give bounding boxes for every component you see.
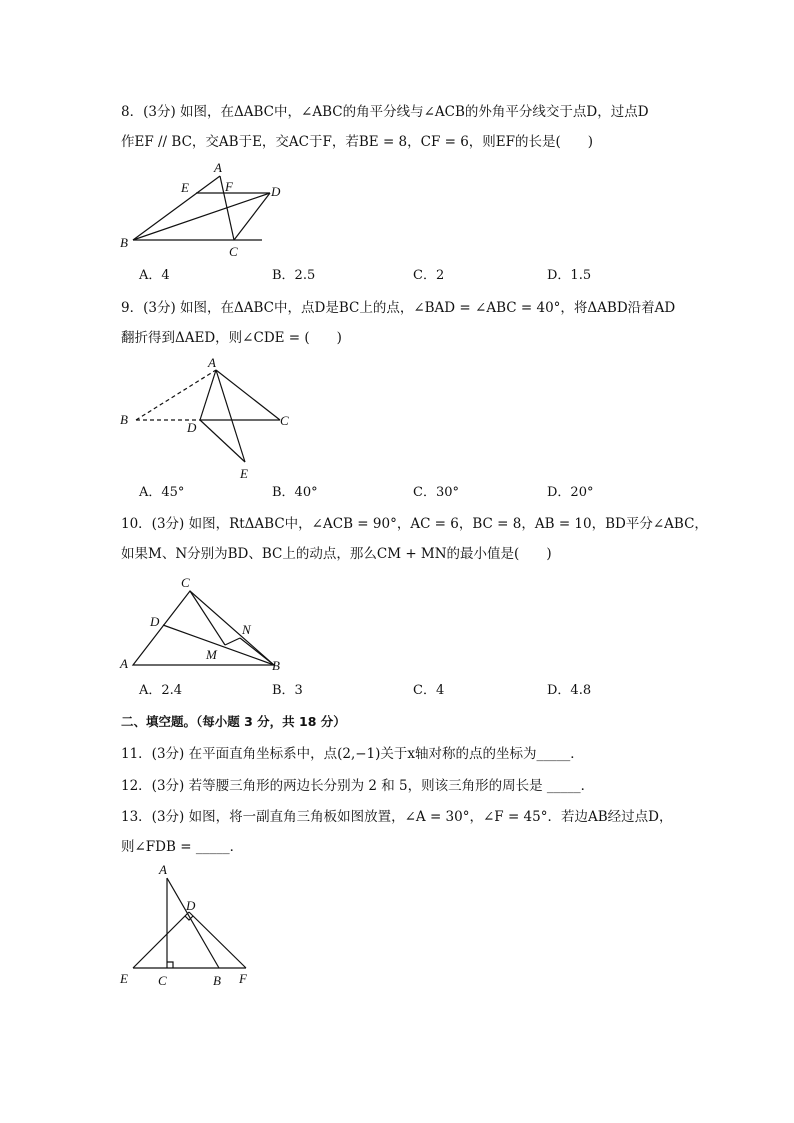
q8-option-d[interactable]: D．1.5 [547,268,592,283]
q8-line-1: 8．(3分) 如图，在ΔABC中，∠ABC的角平分线与∠ACB的外角平分线交于点D，过点D [121,104,649,120]
q10-option-b[interactable]: B．3 [272,683,303,698]
q13-label-a: A [159,862,167,877]
q13-label-c: C [158,973,167,988]
q13-label-e: E [120,971,128,986]
q13-label-d: D [186,898,196,913]
q9-option-d[interactable]: D．20° [547,485,594,500]
q8-line-2: 作EF // BC，交AB于E，交AC于F，若BE = 8，CF = 6，则EF的长是( ) [121,134,594,150]
q10-label-c: C [181,575,190,590]
q9-label-a: A [208,355,216,370]
q13-label-f: F [239,971,247,986]
q10-label-b: B [272,658,280,673]
q8-label-a: A [214,160,222,175]
q8-option-c[interactable]: C．2 [413,268,445,283]
q9-label-c: C [280,413,289,428]
q9-option-a[interactable]: A．45° [139,485,185,500]
q8-label-f: F [225,179,233,194]
q9-label-b: B [120,412,128,427]
q8-label-b: B [120,235,128,250]
section-heading: 二、填空题。（每小题 3 分，共 18 分） [121,714,346,729]
q10-label-a: A [120,656,128,671]
q12-line-1: 12．(3分) 若等腰三角形的两边长分别为 2 和 5，则该三角形的周长是 _____． [121,778,595,794]
q10-label-d: D [150,614,160,629]
q8-option-a[interactable]: A．4 [139,268,170,283]
q10-label-m: M [206,647,217,662]
q10-option-a[interactable]: A．2.4 [139,683,183,698]
q13-line-1: 13．(3分) 如图，将一副直角三角板如图放置，∠A = 30°，∠F = 45°．若边AB经过点D， [121,809,673,825]
q10-option-d[interactable]: D．4.8 [547,683,592,698]
q13-line-2: 则∠FDB = _____． [121,839,244,855]
q10-line-2: 如果M、N分别为BD、BC上的动点，那么CM + MN的最小值是( ) [121,546,552,562]
q8-label-c: C [229,244,238,259]
q9-option-b[interactable]: B．40° [272,485,318,500]
q8-label-e: E [181,180,189,195]
q10-label-n: N [242,622,251,637]
q9-line-1: 9．(3分) 如图，在ΔABC中，点D是BC上的点，∠BAD = ∠ABC = 40°，将ΔABD沿着AD [121,300,676,316]
q10-line-1: 10．(3分) 如图，RtΔABC中，∠ACB = 90°，AC = 6，BC = 8，AB = 10，BD平分∠ABC， [121,516,708,532]
q8-label-d: D [271,184,281,199]
q13-label-b: B [213,973,221,988]
q10-option-c[interactable]: C．4 [413,683,445,698]
q9-line-2: 翻折得到ΔAED，则∠CDE = ( ) [121,330,342,346]
q9-label-d: D [187,420,197,435]
q9-option-c[interactable]: C．30° [413,485,459,500]
q8-option-b[interactable]: B．2.5 [272,268,316,283]
q9-label-e: E [240,466,248,481]
q11-line-1: 11．(3分) 在平面直角坐标系中，点(2,−1)关于x轴对称的点的坐标为_____． [121,746,584,762]
